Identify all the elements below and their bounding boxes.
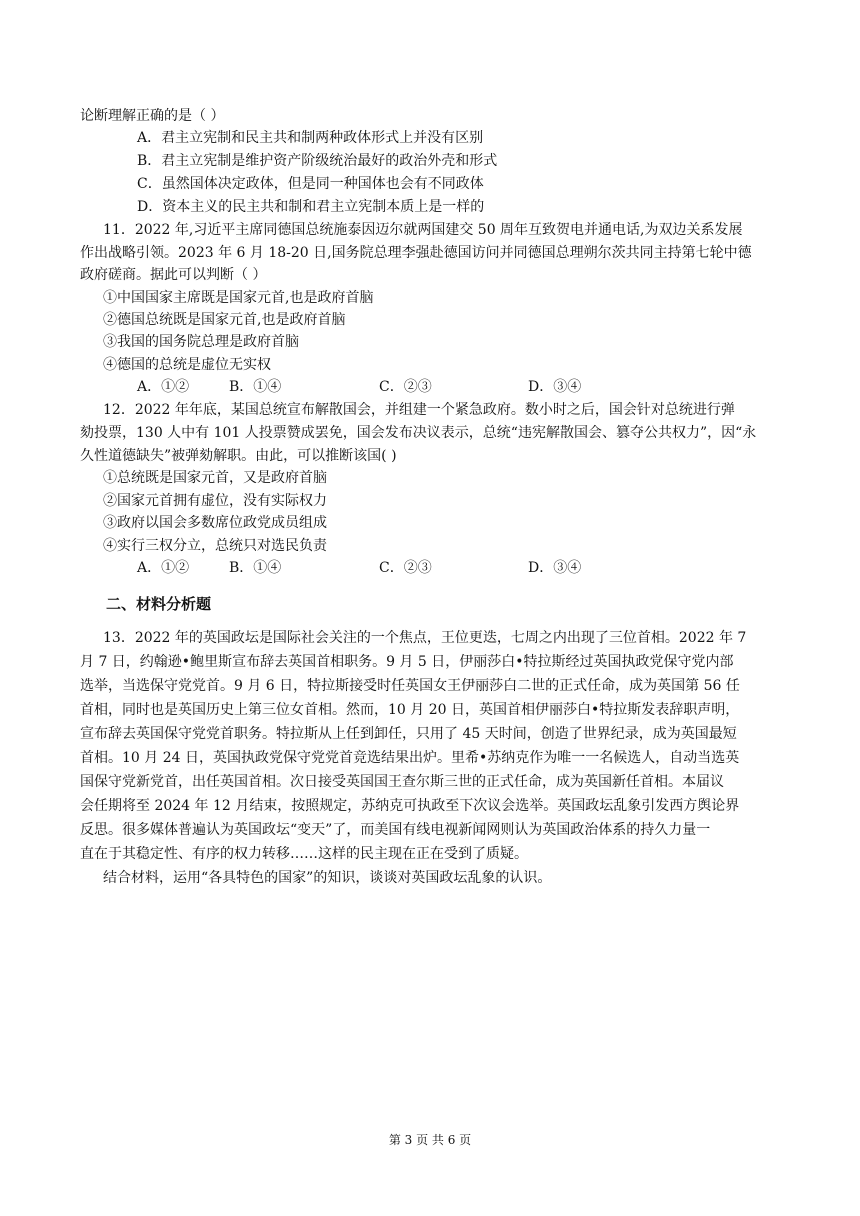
q13-material-line-10: 直在于其稳定性、有序的权力转移……这样的民主现在正在受到了质疑。 [80, 846, 528, 862]
q13-material-line-6: 首相。10 月 24 日，英国执政党保守党党首竞选结果出炉。里希•苏纳克作为唯一一名候选人，自动当选英 [80, 750, 740, 766]
q10-option-d: D．资本主义的民主共和制和君主立宪制本质上是一样的 [137, 199, 485, 215]
q13-material-line-5: 宣布辞去英国保守党党首职务。特拉斯从上任到卸任，只用了 45 天时间，创造了世界纪录，成为英国最短 [80, 726, 737, 742]
q12-choice-d: D．③④ [528, 560, 582, 576]
q13-material-line-1: 13．2022 年的英国政坛是国际社会关注的一个焦点，王位更迭，七周之内出现了三位首相。2022 年 7 [103, 630, 747, 646]
q11-stem-line-2: 作出战略引领。2023 年 6 月 18-20 日,国务院总理李强赴德国访问并同德国总理朔尔茨共同主持第七轮中德 [80, 245, 752, 261]
q12-stem-line-1: 12．2022 年年底，某国总统宣布解散国会，并组建一个紧急政府。数小时之后，国会针对总统进行弹 [103, 402, 735, 418]
q12-choice-b: B．①④ [229, 560, 282, 576]
q10-option-a: A．君主立宪制和民主共和制两种政体形式上并没有区别 [137, 130, 484, 146]
q10-stem-tail: 论断理解正确的是（ ） [80, 108, 225, 124]
q12-statement-1: ①总统既是国家元首，又是政府首脑 [103, 470, 327, 486]
q10-option-b: B．君主立宪制是维护资产阶级统治最好的政治外壳和形式 [137, 153, 498, 169]
q12-choices [0, 558, 860, 578]
q13-material-line-7: 国保守党新党首，出任英国首相。次日接受英国国王查尔斯三世的正式任命，成为英国新任首相。本届议 [80, 774, 724, 790]
q11-statement-4: ④德国的总统是虚位无实权 [103, 357, 271, 373]
page-number: 第 3 页 共 6 页 [388, 1133, 472, 1147]
q11-stem-line-3: 政府磋商。据此可以判断（ ） [80, 267, 267, 283]
q10-option-c: C．虽然国体决定政体，但是同一种国体也会有不同政体 [137, 176, 484, 192]
q12-stem-line-2: 劾投票，130 人中有 101 人投票赞成罢免，国会发布决议表示，总统“违宪解散国会、篡夺公共权力”，因“永 [80, 425, 757, 441]
q11-choice-c: C．②③ [379, 379, 432, 395]
q11-choice-b: B．①④ [229, 379, 282, 395]
q11-choice-a: A．①② [137, 379, 190, 395]
q12-statement-3: ③政府以国会多数席位政党成员组成 [103, 515, 327, 531]
q12-choice-a: A．①② [137, 560, 190, 576]
q12-stem-line-3: 久性道德缺失”被弹劾解职。由此，可以推断该国( ) [80, 448, 397, 464]
q13-material-line-2: 月 7 日，约翰逊•鲍里斯宣布辞去英国首相职务。9 月 5 日，伊丽莎白•特拉斯经过英国执政党保守党内部 [80, 654, 734, 670]
q13-material-line-3: 选举，当选保守党党首。9 月 6 日，特拉斯接受时任英国女王伊丽莎白二世的正式任命，成为英国第 56 任 [80, 678, 740, 694]
q13-material-line-4: 首相，同时也是英国历史上第三位女首相。然而，10 月 20 日，英国首相伊丽莎白•特拉斯发表辞职声明， [80, 702, 740, 718]
q11-statement-3: ③我国的国务院总理是政府首脑 [103, 334, 299, 350]
q12-choice-c: C．②③ [379, 560, 432, 576]
q11-choice-d: D．③④ [528, 379, 582, 395]
q11-choices [0, 377, 860, 397]
q11-statement-1: ①中国国家主席既是国家元首,也是政府首脑 [103, 290, 374, 306]
section-heading: 二、材料分析题 [106, 595, 212, 613]
q13-material-line-8: 会任期将至 2024 年 12 月结束，按照规定，苏纳克可执政至下次议会选举。英国政坛乱象引发西方舆论界 [80, 798, 740, 814]
q12-statement-4: ④实行三权分立，总统只对选民负责 [103, 538, 327, 554]
q12-statement-2: ②国家元首拥有虚位，没有实际权力 [103, 493, 327, 509]
q13-material-line-9: 反思。很多媒体普遍认为英国政坛“变天”了，而美国有线电视新闻网则认为英国政治体系的持久力量一 [80, 822, 711, 838]
q11-statement-2: ②德国总统既是国家元首,也是政府首脑 [103, 312, 346, 328]
q11-stem-line-1: 11．2022 年,习近平主席同德国总统施泰因迈尔就两国建交 50 周年互致贺电并通电话,为双边关系发展 [103, 222, 743, 238]
q13-question: 结合材料，运用“各具特色的国家”的知识，谈谈对英国政坛乱象的认识。 [103, 870, 552, 886]
